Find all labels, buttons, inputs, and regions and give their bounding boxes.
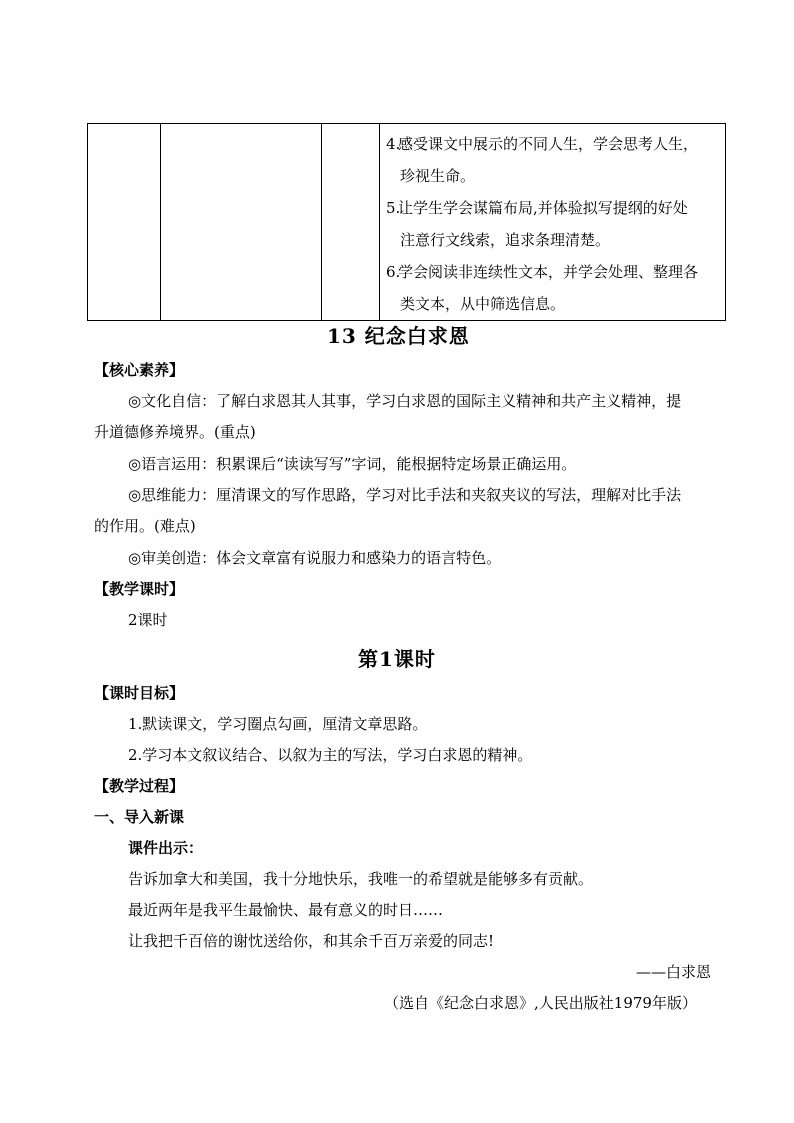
goal-text-line1: 学会阅读非连续性文本，并学会处理、整理各 (398, 263, 699, 281)
quote-attribution: ——白求恩 (636, 963, 712, 981)
table-goal-item (386, 256, 721, 320)
session-goals-heading: 【课时目标】 (94, 684, 185, 702)
lesson-title: 13 纪念白求恩 (327, 324, 470, 348)
core-item-culture-line1: ◎文化自信：了解白求恩其人其事，学习白求恩的国际主义精神和共产主义精神，提 (128, 392, 682, 410)
core-item-thinking-line1: ◎思维能力：厘清课文的写作思路，学习对比手法和夹叙夹议的写法，理解对比手法 (128, 486, 682, 504)
session-goal-item: 1.默读课文，学习圈点勾画，厘清文章思路。 (128, 715, 428, 733)
table-row (88, 124, 726, 321)
table-cell-empty (322, 124, 380, 321)
teaching-process-heading: 【教学过程】 (94, 777, 185, 795)
table-cell-empty (161, 124, 322, 321)
table-cell-goals (380, 124, 726, 321)
core-item-thinking-line2: 的作用。(难点) (94, 517, 196, 535)
table-cell-empty (88, 124, 161, 321)
quote-line: 让我把千百倍的谢忱送给你，和其余千百万亲爱的同志! (128, 932, 495, 950)
quote-line: 最近两年是我平生最愉快、最有意义的时日…… (128, 901, 444, 919)
session-title: 第1课时 (358, 647, 436, 671)
table-goal-item (386, 128, 721, 192)
goal-text-line1: 让学生学会谋篇布局,并体验拟写提纲的好处 (398, 199, 688, 217)
quote-source: （选自《纪念白求恩》,人民出版社1979年版） (384, 994, 697, 1012)
quote-line: 告诉加拿大和美国，我十分地快乐，我唯一的希望就是能够多有贡献。 (128, 870, 594, 888)
goal-number: 5. (386, 199, 401, 217)
goal-text-line2: 注意行文线索，追求条理清楚。 (400, 231, 611, 249)
core-item-language: ◎语言运用：积累课后“读读写写”字词，能根据特定场景正确运用。 (128, 455, 577, 473)
continued-table (87, 123, 726, 321)
goal-text-line2: 珍视生命。 (400, 167, 476, 185)
core-literacy-heading: 【核心素养】 (94, 361, 185, 379)
goal-number: 6. (386, 263, 401, 281)
goal-text-line2: 类文本，从中筛选信息。 (400, 295, 566, 313)
teaching-hours-heading: 【教学课时】 (94, 580, 185, 598)
core-item-culture-line2: 升道德修养境界。(重点) (94, 423, 256, 441)
goal-number: 4. (386, 135, 401, 153)
courseware-label: 课件出示： (128, 839, 204, 857)
session-goal-item: 2.学习本文叙议结合、以叙为主的写法，学习白求恩的精神。 (128, 746, 533, 764)
section-heading-intro: 一、导入新课 (94, 808, 185, 826)
core-item-aesthetic: ◎审美创造：体会文章富有说服力和感染力的语言特色。 (128, 549, 502, 567)
table-goal-item (386, 192, 721, 256)
teaching-hours-value: 2课时 (128, 611, 168, 629)
goal-text-line1: 感受课文中展示的不同人生，学会思考人生， (398, 135, 699, 153)
